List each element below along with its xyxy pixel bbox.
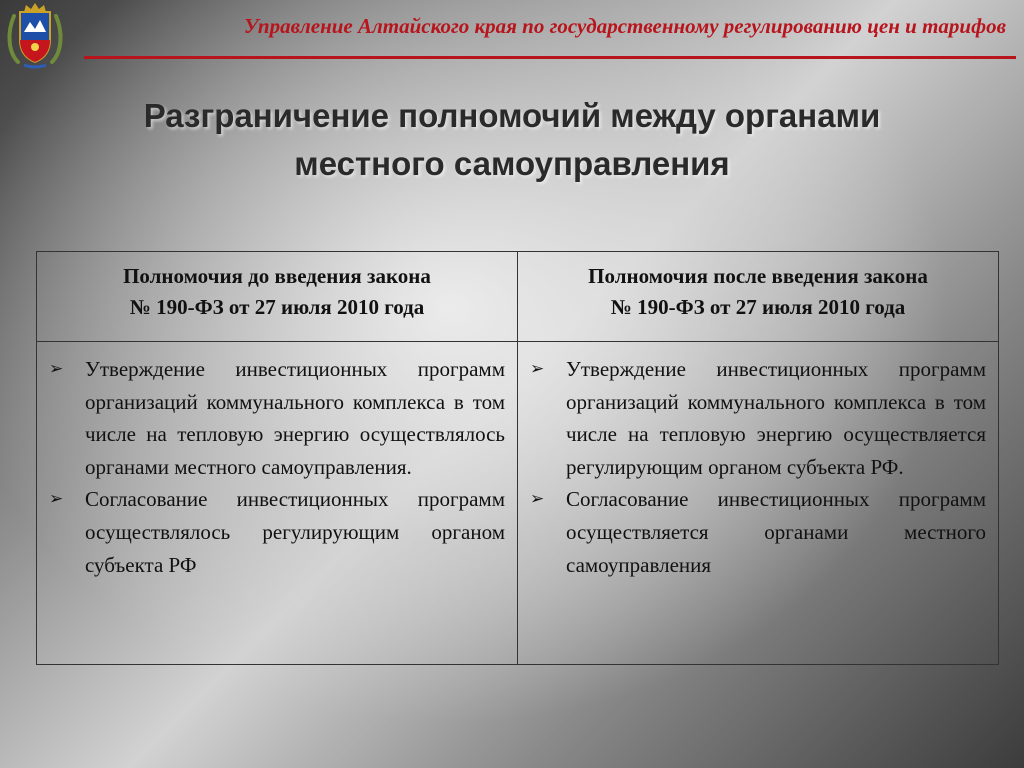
altai-coat-of-arms-icon <box>4 2 66 70</box>
slide-title-line2: местного самоуправления <box>294 145 730 182</box>
powers-comparison-table <box>36 251 999 665</box>
arrowhead-bullet-icon: ➢ <box>530 359 545 378</box>
after-law-list <box>528 353 986 581</box>
list-item-text: Согласование инвестиционных программ осуществляется органами местного самоуправления <box>566 487 986 577</box>
arrowhead-bullet-icon: ➢ <box>49 489 64 509</box>
arrowhead-bullet-icon: ➢ <box>530 489 545 509</box>
list-item <box>528 353 986 483</box>
list-item-text: Согласование инвестиционных программ осуществлялось регулирующим органом субъекта РФ <box>85 487 505 577</box>
cell-before-law <box>37 342 518 665</box>
list-item-text: Утверждение инвестиционных программ организаций коммунального комплекса в том числе на тепловую энергию осуществляется регулирующим органом субъекта РФ. <box>566 357 986 479</box>
header-before-law <box>37 252 518 342</box>
header-before-line1: Полномочия до введения закона <box>123 264 431 288</box>
slide-title <box>40 92 984 188</box>
list-item <box>528 483 986 581</box>
header-divider <box>84 56 1016 59</box>
slide-title-line1: Разграничение полномочий между органами <box>143 97 881 134</box>
header-before-line2: № 190-ФЗ от 27 июля 2010 года <box>129 295 425 319</box>
list-item-text: Утверждение инвестиционных программ организаций коммунального комплекса в том числе на тепловую энергию осуществлялось органами местного самоуправления. <box>85 357 505 479</box>
header-after-line1: Полномочия после введения закона <box>588 264 928 288</box>
arrowhead-bullet-icon: ➢ <box>49 359 64 378</box>
header-after-line2: № 190-ФЗ от 27 июля 2010 года <box>610 295 906 319</box>
header-after-law <box>518 252 999 342</box>
before-law-list <box>47 353 505 581</box>
list-item <box>47 353 505 483</box>
list-item <box>47 483 505 581</box>
table-row <box>37 342 999 665</box>
cell-after-law <box>518 342 999 665</box>
organization-header: Управление Алтайского края по государственному регулированию цен и тарифов <box>243 14 1006 38</box>
table-header-row <box>37 252 999 342</box>
